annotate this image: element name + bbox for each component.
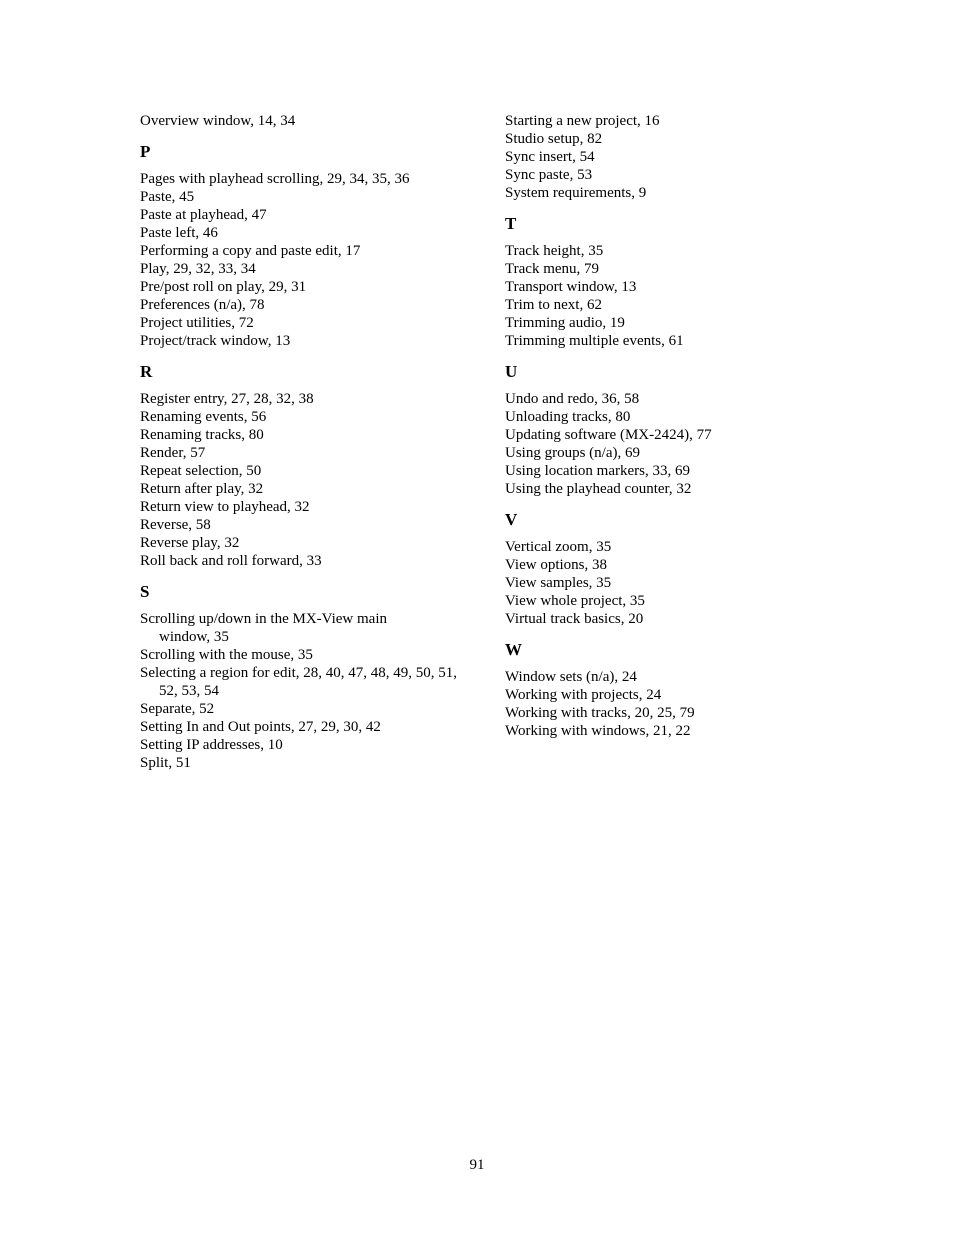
index-entry: Track menu, 79 [505, 261, 600, 277]
index-entry: Paste, 45 [140, 189, 195, 205]
section-letter: V [505, 510, 518, 529]
index-entry: Return view to playhead, 32 [140, 499, 310, 515]
section-letter: R [140, 362, 153, 381]
index-entry: Using location markers, 33, 69 [505, 463, 690, 479]
index-entry: Scrolling with the mouse, 35 [140, 647, 313, 663]
index-entry: Return after play, 32 [140, 481, 264, 497]
index-section-r [140, 362, 470, 570]
index-section-s [140, 582, 470, 772]
index-entry: Sync insert, 54 [505, 149, 595, 165]
index-column-left [140, 112, 470, 784]
section-letter: U [505, 362, 518, 381]
index-entry: Preferences (n/a), 78 [140, 297, 265, 313]
index-section-w [505, 640, 835, 740]
section-letter: P [140, 142, 151, 161]
index-entry: System requirements, 9 [505, 185, 647, 201]
section-letter: T [505, 214, 517, 233]
index-section-v [505, 510, 835, 628]
index-entry: Project utilities, 72 [140, 315, 254, 331]
index-entry: Trim to next, 62 [505, 297, 602, 313]
index-entry: Separate, 52 [140, 701, 215, 717]
index-entry: Track height, 35 [505, 243, 604, 259]
index-entry: Using the playhead counter, 32 [505, 481, 692, 497]
index-section-t [505, 214, 835, 350]
index-entry: Trimming audio, 19 [505, 315, 625, 331]
index-entry: Working with tracks, 20, 25, 79 [505, 705, 695, 721]
index-entry: Paste left, 46 [140, 225, 218, 241]
index-entry: Pages with playhead scrolling, 29, 34, 35, 36 [140, 171, 410, 187]
index-section-p [140, 142, 470, 350]
index-entry: Reverse play, 32 [140, 535, 240, 551]
index-entry: Window sets (n/a), 24 [505, 669, 637, 685]
index-entry: Studio setup, 82 [505, 131, 603, 147]
index-entry: Vertical zoom, 35 [505, 539, 612, 555]
index-entry: Paste at playhead, 47 [140, 207, 267, 223]
index-entry: Using groups (n/a), 69 [505, 445, 640, 461]
index-entry: Overview window, 14, 34 [140, 113, 296, 129]
index-entry: Undo and redo, 36, 58 [505, 391, 640, 407]
index-entry: Virtual track basics, 20 [505, 611, 644, 627]
index-entry: Project/track window, 13 [140, 333, 291, 349]
index-entry: Transport window, 13 [505, 279, 637, 295]
index-lead-group [140, 112, 470, 130]
index-entry: Split, 51 [140, 755, 191, 771]
index-entry: Play, 29, 32, 33, 34 [140, 261, 256, 277]
index-entry: View options, 38 [505, 557, 608, 573]
index-entry: Selecting a region for edit, 28, 40, 47, 48, 49, 50, 51, 52, 53, 54 [140, 665, 458, 699]
index-entry: View samples, 35 [505, 575, 612, 591]
page-number: 91 [469, 1157, 485, 1173]
section-letter: S [140, 582, 150, 601]
index-entry: Roll back and roll forward, 33 [140, 553, 322, 569]
index-entry: Reverse, 58 [140, 517, 211, 533]
index-section-u [505, 362, 835, 498]
index-entry: Trimming multiple events, 61 [505, 333, 684, 349]
index-entry: Working with projects, 24 [505, 687, 662, 703]
section-letter: W [505, 640, 522, 659]
index-entry: Setting IP addresses, 10 [140, 737, 283, 753]
index-entry: Scrolling up/down in the MX-View main window, 35 [140, 611, 387, 645]
index-entry: Renaming tracks, 80 [140, 427, 264, 443]
index-entry: Starting a new project, 16 [505, 113, 660, 129]
index-entry: Setting In and Out points, 27, 29, 30, 42 [140, 719, 381, 735]
index-entry: Updating software (MX-2424), 77 [505, 427, 712, 443]
index-column-right [505, 112, 835, 752]
index-entry: View whole project, 35 [505, 593, 645, 609]
index-lead-group [505, 112, 835, 202]
index-entry: Renaming events, 56 [140, 409, 267, 425]
index-entry: Sync paste, 53 [505, 167, 593, 183]
index-entry: Performing a copy and paste edit, 17 [140, 243, 361, 259]
index-entry: Unloading tracks, 80 [505, 409, 631, 425]
index-entry: Register entry, 27, 28, 32, 38 [140, 391, 314, 407]
index-entry: Repeat selection, 50 [140, 463, 262, 479]
index-entry: Render, 57 [140, 445, 206, 461]
index-entry: Working with windows, 21, 22 [505, 723, 691, 739]
index-entry: Pre/post roll on play, 29, 31 [140, 279, 307, 295]
